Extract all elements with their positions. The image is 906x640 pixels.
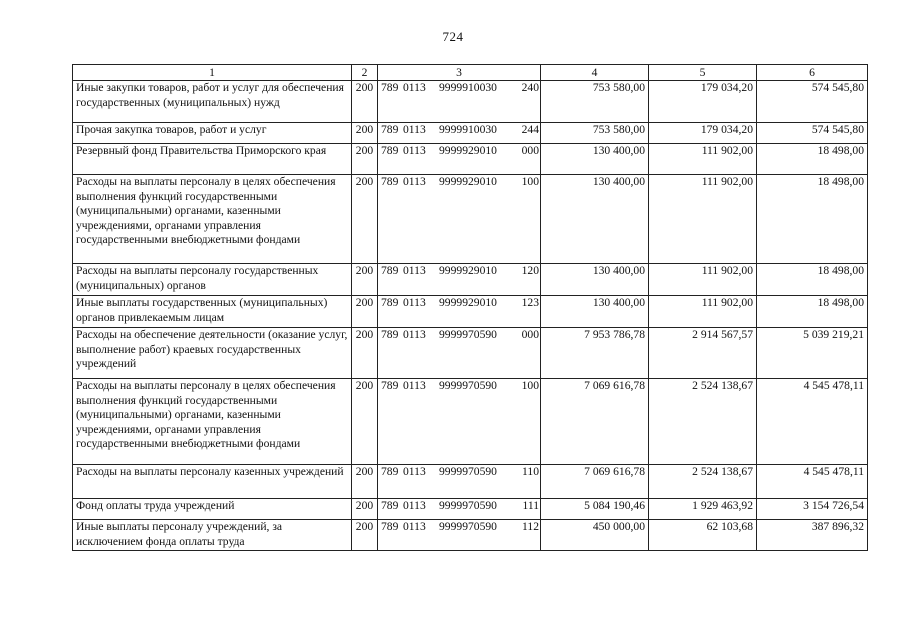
admin-code: 200	[352, 81, 378, 123]
ministry-code: 789	[381, 465, 399, 478]
classification-codes	[378, 264, 541, 296]
expense-name: Фонд оплаты труда учреждений	[73, 499, 352, 520]
table-row	[73, 81, 868, 123]
executed-amount: 1 929 463,92	[649, 499, 757, 520]
remaining-amount: 387 896,32	[757, 520, 868, 551]
expense-type-code: 244	[521, 123, 539, 136]
budget-table	[72, 64, 868, 551]
ministry-code: 789	[381, 175, 399, 188]
table-body	[73, 81, 868, 551]
section-code: 0113	[403, 81, 426, 94]
section-code: 0113	[403, 328, 426, 341]
table-row	[73, 520, 868, 551]
target-article-code: 9999910030	[439, 81, 497, 94]
remaining-amount: 574 545,80	[757, 123, 868, 144]
approved-amount: 753 580,00	[541, 123, 649, 144]
approved-amount: 5 084 190,46	[541, 499, 649, 520]
classification-codes	[378, 81, 541, 123]
approved-amount: 7 069 616,78	[541, 465, 649, 499]
table-row	[73, 296, 868, 328]
approved-amount: 130 400,00	[541, 144, 649, 175]
target-article-code: 9999929010	[439, 175, 497, 188]
table-row	[73, 144, 868, 175]
col-header-4: 4	[541, 65, 649, 81]
col-header-5: 5	[649, 65, 757, 81]
expense-type-code: 000	[521, 328, 539, 341]
section-code: 0113	[403, 499, 426, 512]
section-code: 0113	[403, 379, 426, 392]
admin-code: 200	[352, 328, 378, 379]
ministry-code: 789	[381, 144, 399, 157]
remaining-amount: 574 545,80	[757, 81, 868, 123]
classification-codes	[378, 379, 541, 465]
executed-amount: 179 034,20	[649, 81, 757, 123]
target-article-code: 9999929010	[439, 144, 497, 157]
expense-name: Иные выплаты государственных (муниципальных) органов привлекаемым лицам	[73, 296, 352, 328]
expense-type-code: 240	[521, 81, 539, 94]
admin-code: 200	[352, 175, 378, 264]
approved-amount: 753 580,00	[541, 81, 649, 123]
expense-type-code: 000	[521, 144, 539, 157]
executed-amount: 2 524 138,67	[649, 465, 757, 499]
admin-code: 200	[352, 264, 378, 296]
executed-amount: 179 034,20	[649, 123, 757, 144]
remaining-amount: 5 039 219,21	[757, 328, 868, 379]
expense-type-code: 120	[521, 264, 539, 277]
approved-amount: 450 000,00	[541, 520, 649, 551]
approved-amount: 7 953 786,78	[541, 328, 649, 379]
ministry-code: 789	[381, 499, 399, 512]
classification-codes	[378, 175, 541, 264]
expense-name: Расходы на обеспечение деятельности (оказание услуг, выполнение работ) краевых государственных учреждений	[73, 328, 352, 379]
expense-name: Расходы на выплаты персоналу в целях обеспечения выполнения функций государственными (муниципальными) органами, казенными учреждениями, органами управления государственными внебюджетными фондами	[73, 379, 352, 465]
expense-name: Расходы на выплаты персоналу казенных учреждений	[73, 465, 352, 499]
expense-type-code: 112	[522, 520, 539, 533]
column-number-row	[73, 65, 868, 81]
section-code: 0113	[403, 175, 426, 188]
admin-code: 200	[352, 520, 378, 551]
classification-codes	[378, 465, 541, 499]
ministry-code: 789	[381, 81, 399, 94]
executed-amount: 111 902,00	[649, 144, 757, 175]
section-code: 0113	[403, 123, 426, 136]
classification-codes	[378, 296, 541, 328]
target-article-code: 9999929010	[439, 264, 497, 277]
target-article-code: 9999970590	[439, 465, 497, 478]
table-row	[73, 264, 868, 296]
section-code: 0113	[403, 465, 426, 478]
target-article-code: 9999970590	[439, 379, 497, 392]
target-article-code: 9999970590	[439, 328, 497, 341]
target-article-code: 9999929010	[439, 296, 497, 309]
section-code: 0113	[403, 520, 426, 533]
executed-amount: 2 914 567,57	[649, 328, 757, 379]
expense-type-code: 123	[521, 296, 539, 309]
admin-code: 200	[352, 123, 378, 144]
target-article-code: 9999970590	[439, 520, 497, 533]
remaining-amount: 18 498,00	[757, 264, 868, 296]
approved-amount: 130 400,00	[541, 264, 649, 296]
col-header-2: 2	[352, 65, 378, 81]
remaining-amount: 4 545 478,11	[757, 465, 868, 499]
remaining-amount: 18 498,00	[757, 144, 868, 175]
ministry-code: 789	[381, 520, 399, 533]
admin-code: 200	[352, 379, 378, 465]
col-header-3: 3	[378, 65, 541, 81]
table-row	[73, 175, 868, 264]
ministry-code: 789	[381, 264, 399, 277]
expense-type-code: 100	[521, 175, 539, 188]
remaining-amount: 4 545 478,11	[757, 379, 868, 465]
table-row	[73, 123, 868, 144]
expense-name: Иные закупки товаров, работ и услуг для обеспечения государственных (муниципальных) нужд	[73, 81, 352, 123]
classification-codes	[378, 328, 541, 379]
section-code: 0113	[403, 144, 426, 157]
ministry-code: 789	[381, 328, 399, 341]
remaining-amount: 18 498,00	[757, 296, 868, 328]
admin-code: 200	[352, 296, 378, 328]
expense-type-code: 111	[522, 499, 539, 512]
classification-codes	[378, 123, 541, 144]
classification-codes	[378, 144, 541, 175]
table-row	[73, 328, 868, 379]
approved-amount: 130 400,00	[541, 296, 649, 328]
table-row	[73, 379, 868, 465]
col-header-1: 1	[73, 65, 352, 81]
page-number: 724	[442, 29, 464, 44]
expense-type-code: 110	[522, 465, 539, 478]
classification-codes	[378, 499, 541, 520]
executed-amount: 111 902,00	[649, 175, 757, 264]
remaining-amount: 3 154 726,54	[757, 499, 868, 520]
table-row	[73, 465, 868, 499]
table-row	[73, 499, 868, 520]
ministry-code: 789	[381, 379, 399, 392]
executed-amount: 2 524 138,67	[649, 379, 757, 465]
section-code: 0113	[403, 296, 426, 309]
remaining-amount: 18 498,00	[757, 175, 868, 264]
executed-amount: 111 902,00	[649, 296, 757, 328]
expense-name: Иные выплаты персоналу учреждений, за исключением фонда оплаты труда	[73, 520, 352, 551]
expense-type-code: 100	[521, 379, 539, 392]
classification-codes	[378, 520, 541, 551]
expense-name: Расходы на выплаты персоналу в целях обеспечения выполнения функций государственными (муниципальными) органами, казенными учреждениями, органами управления государственными внебюджетными фондами	[73, 175, 352, 264]
admin-code: 200	[352, 465, 378, 499]
approved-amount: 130 400,00	[541, 175, 649, 264]
executed-amount: 111 902,00	[649, 264, 757, 296]
expense-name: Резервный фонд Правительства Приморского края	[73, 144, 352, 175]
col-header-6: 6	[757, 65, 868, 81]
executed-amount: 62 103,68	[649, 520, 757, 551]
expense-name: Расходы на выплаты персоналу государственных (муниципальных) органов	[73, 264, 352, 296]
target-article-code: 9999970590	[439, 499, 497, 512]
admin-code: 200	[352, 499, 378, 520]
section-code: 0113	[403, 264, 426, 277]
ministry-code: 789	[381, 123, 399, 136]
admin-code: 200	[352, 144, 378, 175]
ministry-code: 789	[381, 296, 399, 309]
expense-name: Прочая закупка товаров, работ и услуг	[73, 123, 352, 144]
target-article-code: 9999910030	[439, 123, 497, 136]
approved-amount: 7 069 616,78	[541, 379, 649, 465]
